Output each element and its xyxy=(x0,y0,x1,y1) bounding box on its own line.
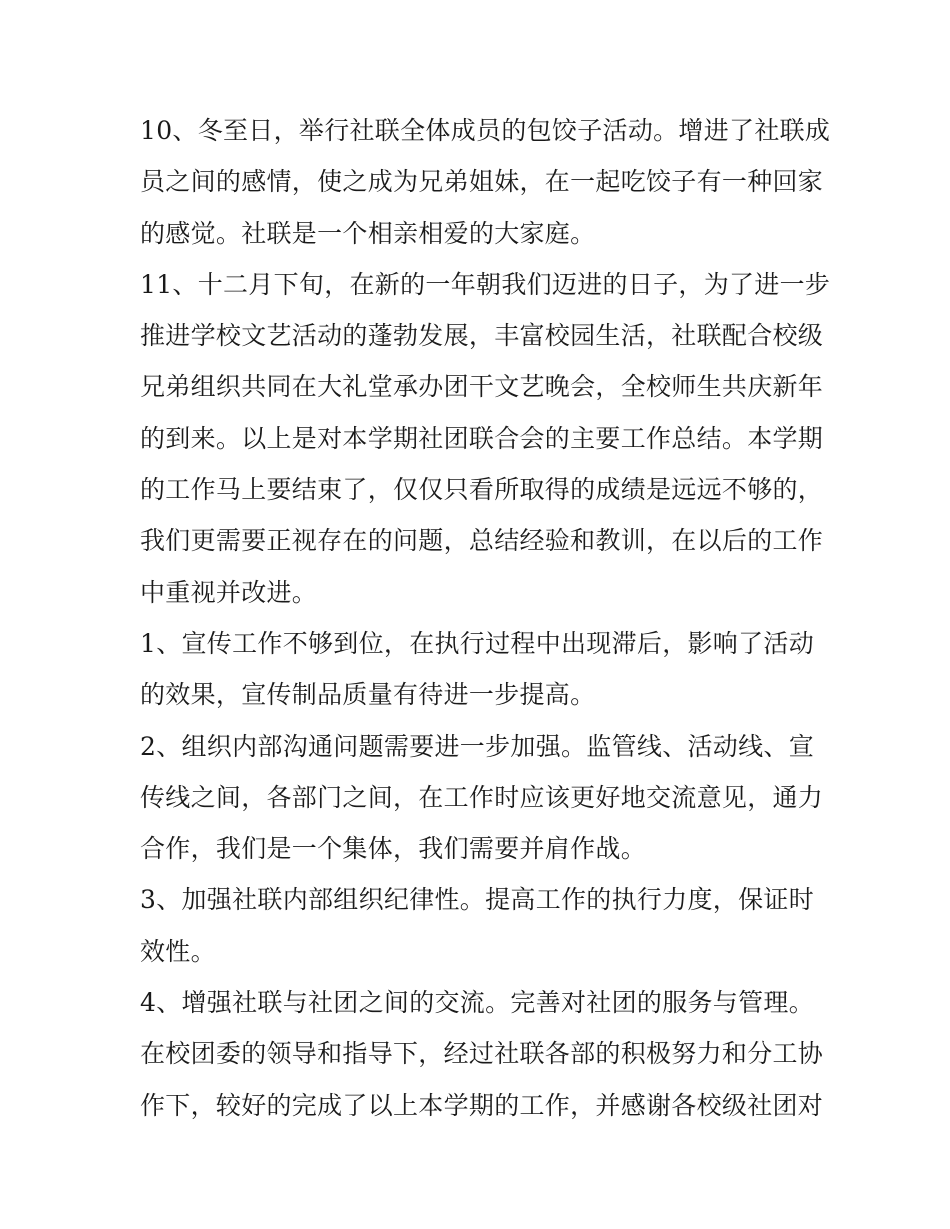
text-line: 2、组织内部沟通问题需要进一步加强。监管线、活动线、宣 xyxy=(140,731,815,761)
text-line: 的感觉。社联是一个相亲相爱的大家庭。 xyxy=(140,218,596,248)
text-line: 效性。 xyxy=(140,936,216,966)
text-line: 我们更需要正视存在的问题，总结经验和教训，在以后的工作 xyxy=(140,526,824,556)
text-line: 4、增强社联与社团之间的交流。完善对社团的服务与管理。 xyxy=(140,988,815,1018)
text-line: 推进学校文艺活动的蓬勃发展，丰富校园生活，社联配合校级 xyxy=(140,321,824,351)
text-line: 3、加强社联内部组织纪律性。提高工作的执行力度，保证时 xyxy=(140,885,815,915)
text-line: 10、冬至日，举行社联全体成员的包饺子活动。增进了社联成 xyxy=(140,116,831,145)
body-text xyxy=(140,105,831,1131)
text-line: 的到来。以上是对本学期社团联合会的主要工作总结。本学期 xyxy=(140,423,824,453)
text-line: 1、宣传工作不够到位，在执行过程中出现滞后，影响了活动 xyxy=(140,628,815,658)
text-line: 传线之间，各部门之间，在工作时应该更好地交流意见，通力 xyxy=(140,782,824,812)
text-line: 员之间的感情，使之成为兄弟姐妹，在一起吃饺子有一种回家 xyxy=(140,167,824,197)
text-line: 中重视并改进。 xyxy=(140,577,318,607)
text-line: 兄弟组织共同在大礼堂承办团干文艺晚会，全校师生共庆新年 xyxy=(140,372,824,402)
text-line: 合作，我们是一个集体，我们需要并肩作战。 xyxy=(140,834,647,864)
text-line: 的效果，宣传制品质量有待进一步提高。 xyxy=(140,680,596,710)
text-line: 作下，较好的完成了以上本学期的工作，并感谢各校级社团对 xyxy=(140,1090,824,1120)
text-line: 11、十二月下旬，在新的一年朝我们迈进的日子，为了进一步 xyxy=(140,269,831,299)
text-line: 的工作马上要结束了，仅仅只看所取得的成绩是远远不够的， xyxy=(140,475,824,505)
text-line: 在校团委的领导和指导下，经过社联各部的积极努力和分工协 xyxy=(140,1039,824,1069)
